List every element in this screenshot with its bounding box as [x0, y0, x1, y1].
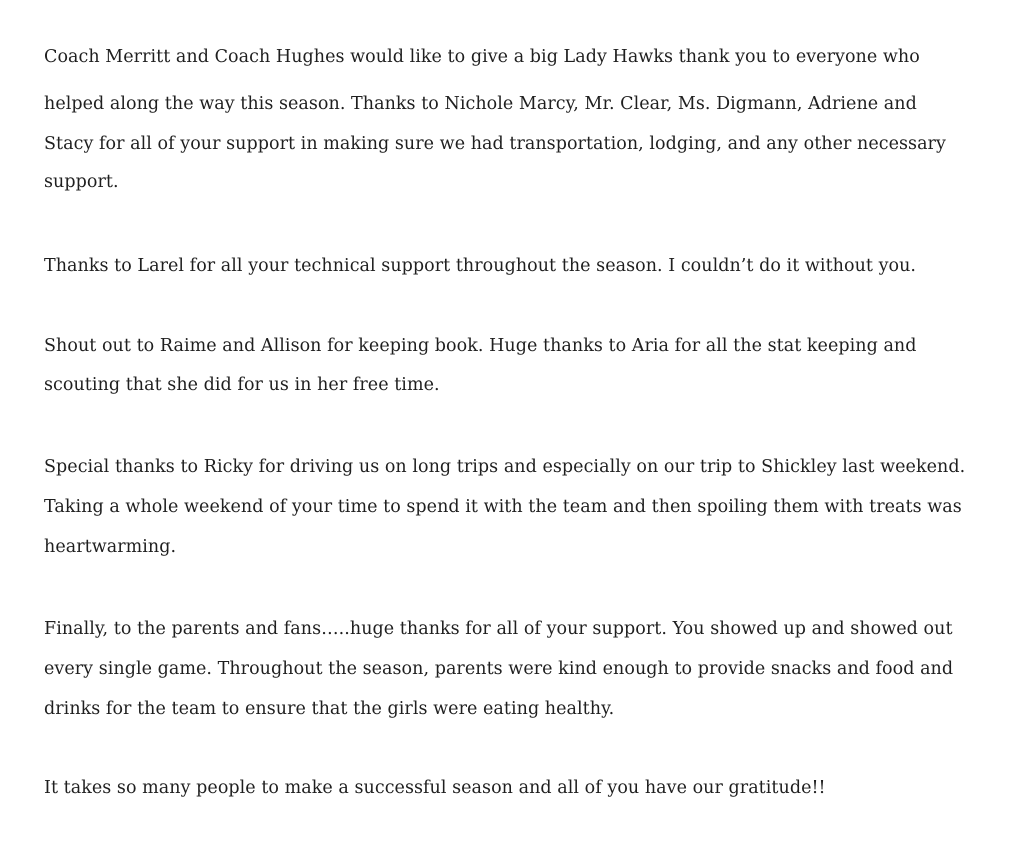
paragraph-1-line-1: Coach Merritt and Coach Hughes would like to give a big Lady Hawks thank you to everyone who: [44, 47, 920, 67]
paragraph-5-line-1: Finally, to the parents and fans…..huge thanks for all of your support. You showed up and showed out: [44, 619, 953, 639]
paragraph-4-line-2: Taking a whole weekend of your time to spend it with the team and then spoiling them with treats was: [44, 497, 962, 517]
paragraph-6-line-1: It takes so many people to make a successful season and all of you have our gratitude!!: [44, 778, 826, 798]
paragraph-5-line-3: drinks for the team to ensure that the girls were eating healthy.: [44, 699, 615, 719]
paragraph-1-line-2: helped along the way this season. Thanks to Nichole Marcy, Mr. Clear, Ms. Digmann, Adriene and: [44, 94, 917, 114]
paragraph-4-line-3: heartwarming.: [44, 537, 177, 557]
paragraph-1-line-4: support.: [44, 172, 119, 192]
paragraph-4-line-1: Special thanks to Ricky for driving us on long trips and especially on our trip to Shickley last weekend.: [44, 457, 966, 477]
paragraph-3-line-2: scouting that she did for us in her free time.: [44, 375, 440, 395]
paragraph-1-line-3: Stacy for all of your support in making sure we had transportation, lodging, and any other necessary: [44, 134, 946, 154]
paragraph-2-line-1: Thanks to Larel for all your technical support throughout the season. I couldn’t do it without you.: [44, 256, 917, 276]
paragraph-3-line-1: Shout out to Raime and Allison for keeping book. Huge thanks to Aria for all the stat keeping and: [44, 336, 917, 356]
paragraph-5-line-2: every single game. Throughout the season, parents were kind enough to provide snacks and food and: [44, 659, 954, 679]
